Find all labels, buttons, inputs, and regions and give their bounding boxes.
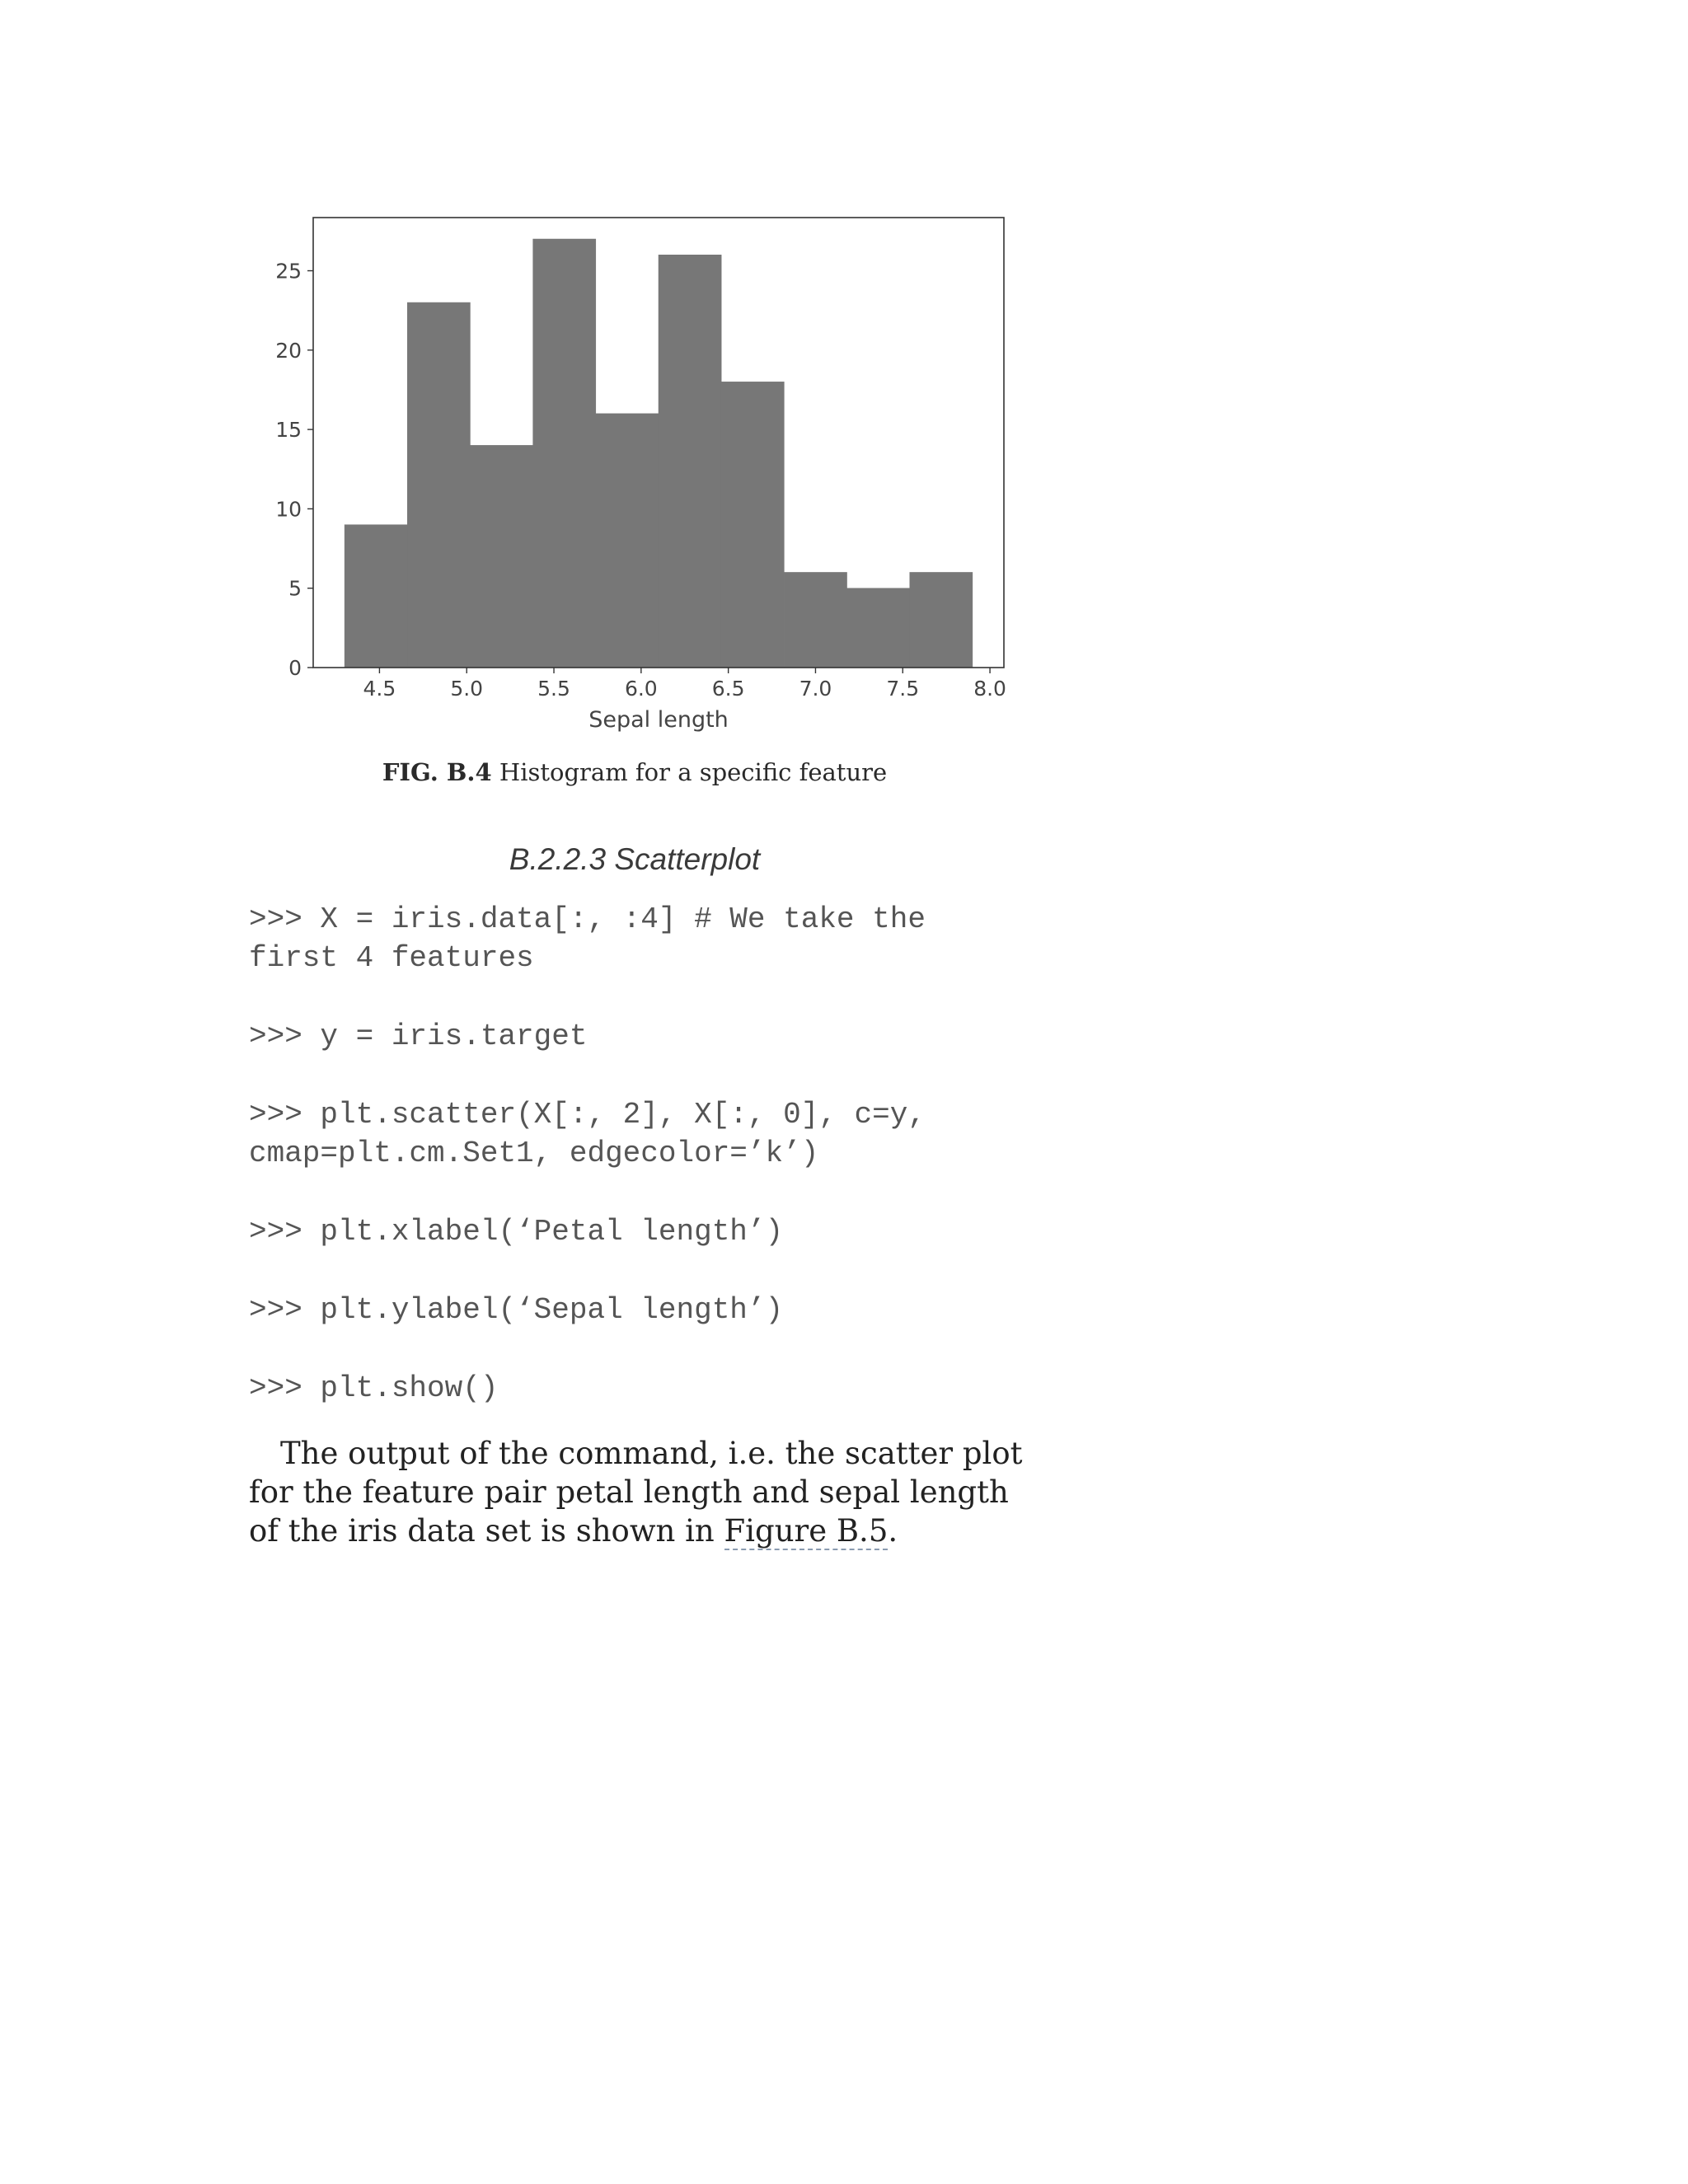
histogram-bar [659,255,721,668]
x-tick-label: 6.0 [624,677,658,701]
paragraph-end: . [888,1513,898,1549]
x-axis-label: Sepal length [588,707,729,733]
histogram-bar [533,239,596,668]
histogram-bar [847,588,910,668]
y-tick-label: 10 [275,497,302,522]
histogram-bar [596,414,659,668]
histogram-bar [784,572,846,668]
y-tick-label: 0 [288,656,302,680]
y-tick-label: 20 [275,338,302,363]
body-paragraph [249,1434,1040,1550]
x-tick-label: 6.5 [711,677,745,701]
code-line: >>> y = iris.target [249,1019,588,1053]
x-tick-label: 5.5 [537,677,570,701]
histogram-bar [407,302,470,668]
paragraph-text: The output of the command, i.e. the scatter plot for the feature pair petal length and sepal length of the iris data set is shown in [249,1436,1023,1549]
code-line: >>> plt.scatter(X[:, 2], X[:, 0], c=y, cmap=plt.cm.Set1, edgecolor=’k’) [249,1098,944,1170]
histogram-bar [721,382,784,668]
figure-b5-link[interactable]: Figure B.5 [724,1513,889,1549]
figure-caption [0,758,1269,786]
x-tick-label: 7.0 [799,677,832,701]
code-line: >>> plt.show() [249,1371,499,1405]
x-tick-label: 7.5 [886,677,920,701]
histogram-bar [345,525,407,668]
sepal-length-histogram [247,206,1039,750]
histogram-bar [470,445,532,668]
y-tick-label: 5 [288,576,302,601]
code-line: >>> X = iris.data[:, :4] # We take the first 4 features [249,902,944,975]
figure-caption-text: Histogram for a specific feature [491,758,888,786]
code-block [249,900,991,1447]
section-heading: B.2.2.3 Scatterplot [509,842,761,876]
y-tick-label: 25 [275,259,302,284]
histogram-bar [910,572,973,668]
code-line: >>> plt.ylabel(‘Sepal length’) [249,1293,784,1327]
y-tick-label: 15 [275,418,302,443]
x-tick-label: 8.0 [973,677,1006,701]
x-tick-label: 4.5 [363,677,396,701]
x-tick-label: 5.0 [450,677,484,701]
code-line: >>> plt.xlabel(‘Petal length’) [249,1215,784,1249]
figure-number: FIG. B.4 [382,758,492,786]
